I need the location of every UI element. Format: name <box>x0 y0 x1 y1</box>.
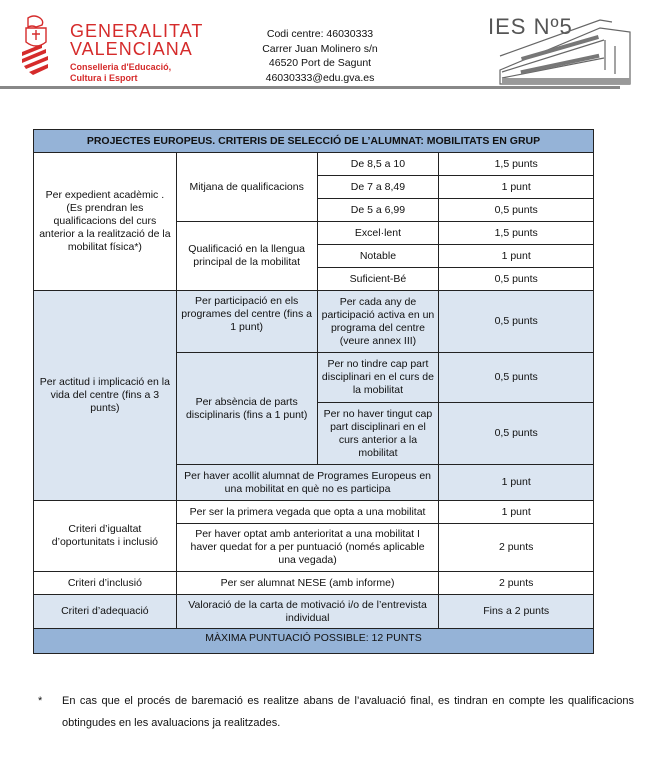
criterion-academic: Per expedient acadèmic . (Es prendran les qualificacions del curs anterior a la realització de la mobilitat física*) <box>34 153 177 291</box>
max-score: MÀXIMA PUNTUACIÓ POSSIBLE: 12 PUNTS <box>34 629 594 654</box>
points-cell: 1 punt <box>439 245 594 268</box>
range-cell: Suficient-Bé <box>317 268 439 291</box>
detail-cell: Valoració de la carta de motivació i/o de l’entrevista individual <box>176 595 439 629</box>
header-divider <box>0 86 620 89</box>
conselleria-subtitle <box>70 62 171 84</box>
school-logo <box>480 10 640 88</box>
points-cell: 0,5 punts <box>439 403 594 465</box>
points-cell: 0,5 punts <box>439 353 594 403</box>
generalitat-title <box>70 22 203 58</box>
detail-cell: Per ser alumnat NESE (amb informe) <box>176 572 439 595</box>
points-cell: 1 punt <box>439 465 594 501</box>
points-cell: 2 punts <box>439 572 594 595</box>
street: Carrer Juan Molinero s/n <box>262 42 378 55</box>
subcriterion-discipline: Per absència de parts disciplinaris (fins a 1 punt) <box>176 353 317 465</box>
range-cell: Notable <box>317 245 439 268</box>
footnote-marker: * <box>38 695 43 707</box>
points-cell: 1,5 punts <box>439 222 594 245</box>
title-line-1: GENERALITAT <box>70 21 204 41</box>
points-cell: 0,5 punts <box>439 291 594 353</box>
detail-cell: Per haver acollit alumnat de Programes Europeus en una mobilitat en què no es participa <box>176 465 439 501</box>
criterion-equality: Criteri d’igualtat d’oportunitats i inclusió <box>34 501 177 572</box>
range-cell: De 7 a 8,49 <box>317 176 439 199</box>
subtitle-line-2: Cultura i Esport <box>70 73 138 83</box>
criterion-inclusion: Criteri d’inclusió <box>34 572 177 595</box>
table-row <box>34 291 594 353</box>
selection-criteria-table <box>33 129 594 654</box>
table-row <box>34 153 594 176</box>
points-cell: 1 punt <box>439 501 594 524</box>
criterion-attitude: Per actitud i implicació en la vida del centre (fins a 3 punts) <box>34 291 177 501</box>
email: 46030333@edu.gva.es <box>265 71 375 84</box>
detail-cell: Per ser la primera vegada que opta a una mobilitat <box>176 501 439 524</box>
range-cell: De 5 a 6,99 <box>317 199 439 222</box>
subtitle-line-1: Conselleria d'Educació, <box>70 62 172 72</box>
detail-cell: Per no haver tingut cap part disciplinari en el curs anterior a la mobilitat <box>317 403 439 465</box>
subcriterion-participation: Per participació en els programes del centre (fins a 1 punt) <box>176 291 317 353</box>
table-title: PROJECTES EUROPEUS. CRITERIS DE SELECCIÓ DE L’ALUMNAT: MOBILITATS EN GRUP <box>34 130 594 153</box>
points-cell: Fins a 2 punts <box>439 595 594 629</box>
detail-cell: Per haver optat amb anterioritat a una mobilitat I haver quedat for a per puntuació (només aplicable una vegada) <box>176 524 439 572</box>
detail-cell: Per cada any de participació activa en un programa del centre (veure annex III) <box>317 291 439 353</box>
subcriterion-language: Qualificació en la llengua principal de la mobilitat <box>176 222 317 291</box>
range-cell: Excel·lent <box>317 222 439 245</box>
table-row <box>34 595 594 629</box>
page-header <box>0 0 668 100</box>
points-cell: 2 punts <box>439 524 594 572</box>
points-cell: 0,5 punts <box>439 268 594 291</box>
generalitat-logo <box>20 14 220 84</box>
range-cell: De 8,5 a 10 <box>317 153 439 176</box>
subcriterion-average: Mitjana de qualificacions <box>176 153 317 222</box>
detail-cell: Per no tindre cap part disciplinari en el curs de la mobilitat <box>317 353 439 403</box>
building-icon <box>480 10 640 88</box>
coat-of-arms-icon <box>20 14 58 76</box>
footnote-text: En cas que el procés de baremació es realitze abans de l’avaluació final, es tindran en compte les qualificacions obtingudes en les avaluacions ja realitzades. <box>62 695 634 729</box>
table-footer-row <box>34 629 594 654</box>
points-cell: 1 punt <box>439 176 594 199</box>
table-row <box>34 572 594 595</box>
points-cell: 1,5 punts <box>439 153 594 176</box>
criterion-suitability: Criteri d’adequació <box>34 595 177 629</box>
center-code: Codi centre: 46030333 <box>266 28 374 40</box>
points-cell: 0,5 punts <box>439 199 594 222</box>
table-title-row <box>34 130 594 153</box>
table-row <box>34 501 594 524</box>
city: 46520 Port de Sagunt <box>268 57 372 69</box>
footnote <box>38 690 634 734</box>
title-line-2: VALENCIANA <box>70 39 193 59</box>
school-logo-text: IES Nº5 <box>488 14 573 39</box>
school-address <box>250 27 390 85</box>
